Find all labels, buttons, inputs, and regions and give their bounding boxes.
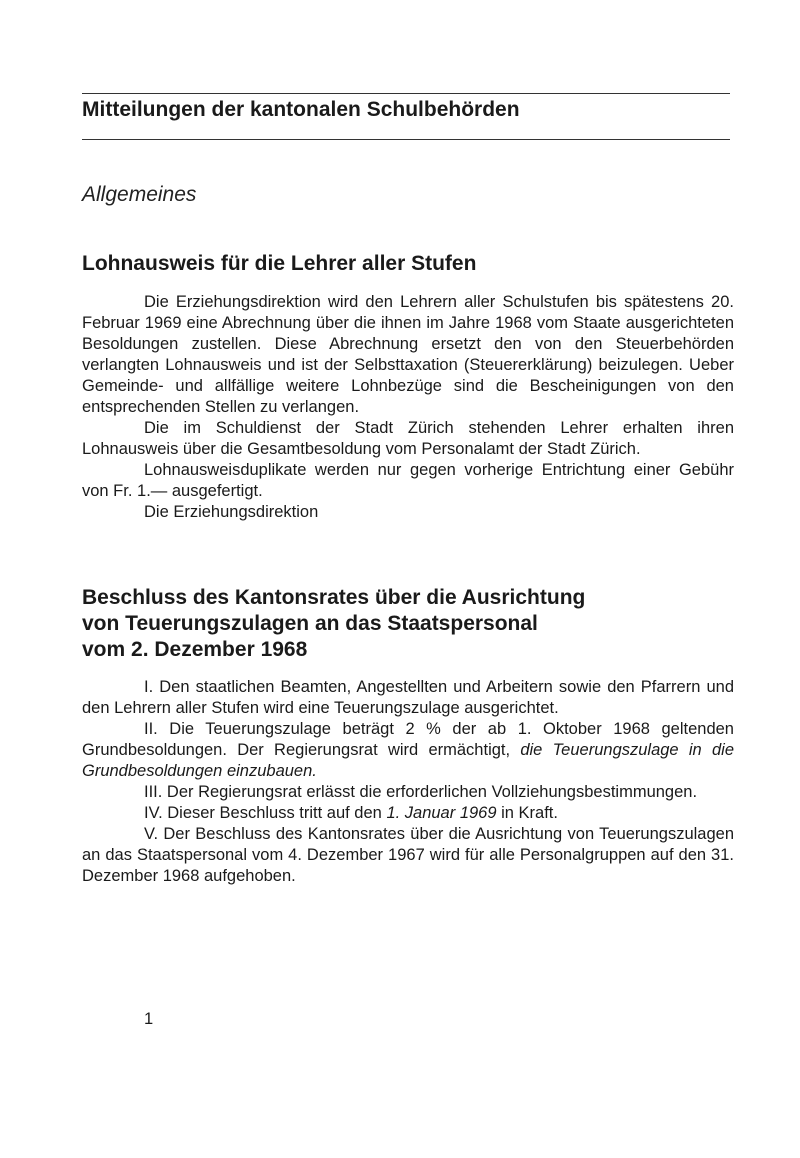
header-top-rule: [82, 93, 730, 94]
article2-heading-line: von Teuerungszulagen an das Staatspersonal: [82, 612, 538, 635]
article2-clause-5: V. Der Beschluss des Kantonsrates über die Ausrichtung von Teuerungszulagen an das Staatspersonal vom 4. Dezember 1967 wird für alle Personalgruppen auf den 31. Dezember 1968 aufgehoben.: [82, 825, 734, 885]
clause-4-text: IV. Dieser Beschluss tritt auf den: [144, 804, 387, 822]
article2-body: [82, 677, 734, 887]
article2-heading: [82, 585, 585, 663]
section-label: Allgemeines: [82, 183, 197, 206]
header-bottom-rule: [82, 139, 730, 140]
article2-clause-3: III. Der Regierungsrat erlässt die erforderlichen Vollziehungsbestimmungen.: [144, 783, 698, 801]
page-number: 1: [144, 1010, 154, 1028]
article2-heading-line: Beschluss des Kantonsrates über die Ausrichtung: [82, 586, 586, 609]
clause-2-text: II. Die Teuerungszulage beträgt 2 % der ab 1. Oktober 1968 geltenden Grundbesoldungen. Der Regierungsrat wird ermächtigt,: [82, 720, 734, 759]
article1-paragraph: Die im Schuldienst der Stadt Zürich stehenden Lehrer erhalten ihren Lohnausweis über die Gesamtbesoldung vom Personalamt der Stadt Zürich.: [82, 419, 734, 458]
article1-paragraph: Die Erziehungsdirektion wird den Lehrern aller Schulstufen bis spätestens 20. Februar 1969 eine Abrechnung über die ihnen im Jahre 1968 vom Staate ausgerichteten Besoldungen zustellen. Diese Abrechnung ersetzt den von den Steuerbehörden verlangten Lohnausweis und ist der Selbsttaxation (Steuererklärung) beizulegen. Ueber Gemeinde- und allfällige weitere Lohnbezüge sind die Bescheinigungen von den entsprechenden Stellen zu verlangen.: [82, 293, 734, 416]
article1-heading: Lohnausweis für die Lehrer aller Stufen: [82, 252, 477, 275]
clause-4-text-end: in Kraft.: [496, 804, 558, 822]
article2-heading-line: vom 2. Dezember 1968: [82, 638, 308, 661]
article1-body: [82, 292, 734, 523]
clause-4-italic-date: 1. Januar 1969: [386, 804, 497, 822]
article1-paragraph: Lohnausweisduplikate werden nur gegen vorherige Entrichtung einer Gebühr von Fr. 1.— ausgefertigt.: [82, 461, 734, 500]
page-header-title: Mitteilungen der kantonalen Schulbehörden: [82, 98, 520, 121]
article2-clause-2: [82, 719, 734, 782]
article1-signature: Die Erziehungsdirektion: [144, 503, 319, 521]
article2-clause-4: [82, 803, 734, 824]
clause-2-italic: die Teuerungszulage in die Grundbesoldungen einzubauen.: [82, 741, 734, 780]
article2-clause-1: I. Den staatlichen Beamten, Angestellten und Arbeitern sowie den Pfarrern und den Lehrern aller Stufen wird eine Teuerungszulage ausgerichtet.: [82, 678, 734, 717]
